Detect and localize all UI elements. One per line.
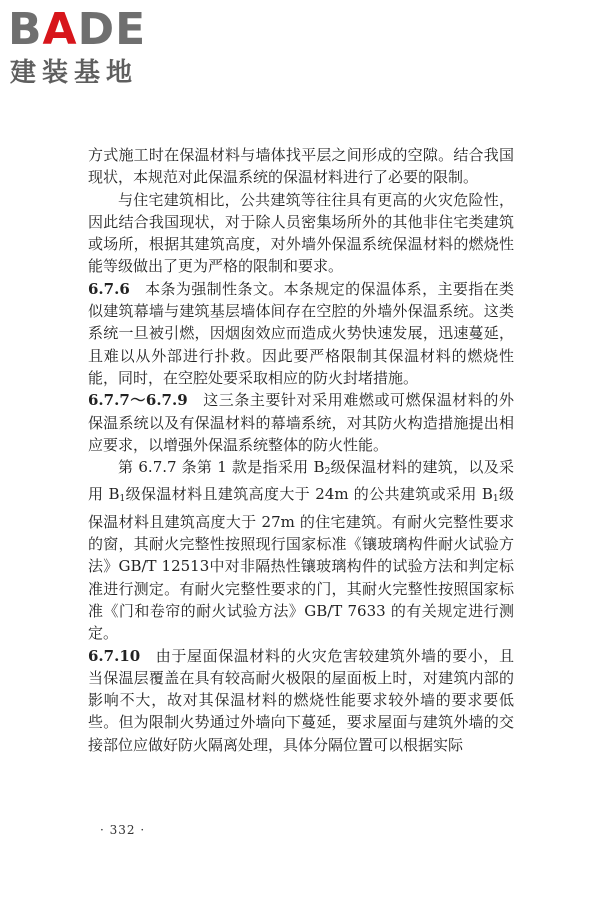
clause-text: 这三条主要针对采用难燃或可燃保温材料的外保温系统以及有保温材料的幕墙系统，对其防火构造措施提出相应要求，以增强外保温系统整体的防火性能。 bbox=[88, 391, 514, 454]
paragraph-text-part: 级保温材料且建筑高度大于 27m 的住宅建筑。有耐火完整性要求的窗，其耐火完整性按照现行国家标准《镶玻璃构件耐火试验方法》GB/T 12513中对非隔热性镶玻璃构件的试验方法和判定标准进行测定。有耐火完整性要求的门，其耐火完整性按照国家标准《门和卷帘的耐火试验方法》GB/T 7633 的有关规定进行测定。 bbox=[88, 485, 514, 643]
paragraph-public-buildings bbox=[88, 189, 514, 278]
page-number: · 332 · bbox=[100, 823, 146, 837]
document-body bbox=[88, 144, 514, 756]
paragraph-continuation bbox=[88, 144, 514, 189]
brand-logo bbox=[8, 6, 178, 90]
paragraph-text: 与住宅建筑相比，公共建筑等往往具有更高的火灾危险性，因此结合我国现状，对于除人员密集场所外的其他非住宅类建筑或场所，根据其建筑高度，对外墙外保温系统保温材料的燃烧性能等级做出了更为严格的限制和要求。 bbox=[88, 190, 514, 276]
clause-6-7-6 bbox=[88, 278, 514, 389]
paragraph-text-part: 级保温材料的建筑，以及采用 B bbox=[88, 458, 514, 504]
logo-subtitle: 建装基地 bbox=[10, 58, 139, 88]
logo-letter-a: A bbox=[42, 4, 78, 55]
logo-letters-de: DE bbox=[77, 4, 147, 55]
clause-number: 6.7.7～6.7.9 bbox=[88, 391, 188, 410]
subscript: 2 bbox=[324, 467, 331, 478]
clause-number: 6.7.10 bbox=[88, 646, 141, 665]
paragraph-clause-6-7-7-detail bbox=[88, 456, 514, 644]
subscript: 1 bbox=[492, 494, 499, 505]
logo-letter-b: B bbox=[8, 4, 43, 55]
paragraph-text-part: 第 6.7.7 条第 1 款是指采用 B bbox=[118, 458, 325, 477]
clause-6-7-10 bbox=[88, 645, 514, 756]
logo-wordmark bbox=[8, 6, 146, 54]
clause-text: 由于屋面保温材料的火灾危害较建筑外墙的要小，且当保温层覆盖在具有较高耐火极限的屋面板上时，对建筑内部的影响不大，故对其保温材料的燃烧性能要求较外墙的要求要低些。但为限制火势通过外墙向下蔓延，要求屋面与建筑外墙的交接部位应做好防火隔离处理，具体分隔位置可以根据实际 bbox=[88, 646, 514, 754]
paragraph-text-part: 级保温材料且建筑高度大于 24m 的公共建筑或采用 B bbox=[125, 485, 493, 504]
clause-6-7-7-to-6-7-9 bbox=[88, 389, 514, 456]
clause-number: 6.7.6 bbox=[88, 279, 130, 298]
paragraph-text: 方式施工时在保温材料与墙体找平层之间形成的空隙。结合我国现状，本规范对此保温系统的保温材料进行了必要的限制。 bbox=[88, 146, 514, 187]
clause-text: 本条为强制性条文。本条规定的保温体系，主要指在类似建筑幕墙与建筑基层墙体间存在空腔的外墙外保温系统。这类系统一旦被引燃，因烟囱效应而造成火势快速发展，迅速蔓延，且难以从外部进行扑救。因此要严格限制其保温材料的燃烧性能，同时，在空腔处要采取相应的防火封堵措施。 bbox=[88, 279, 514, 387]
subscript: 1 bbox=[119, 494, 126, 505]
